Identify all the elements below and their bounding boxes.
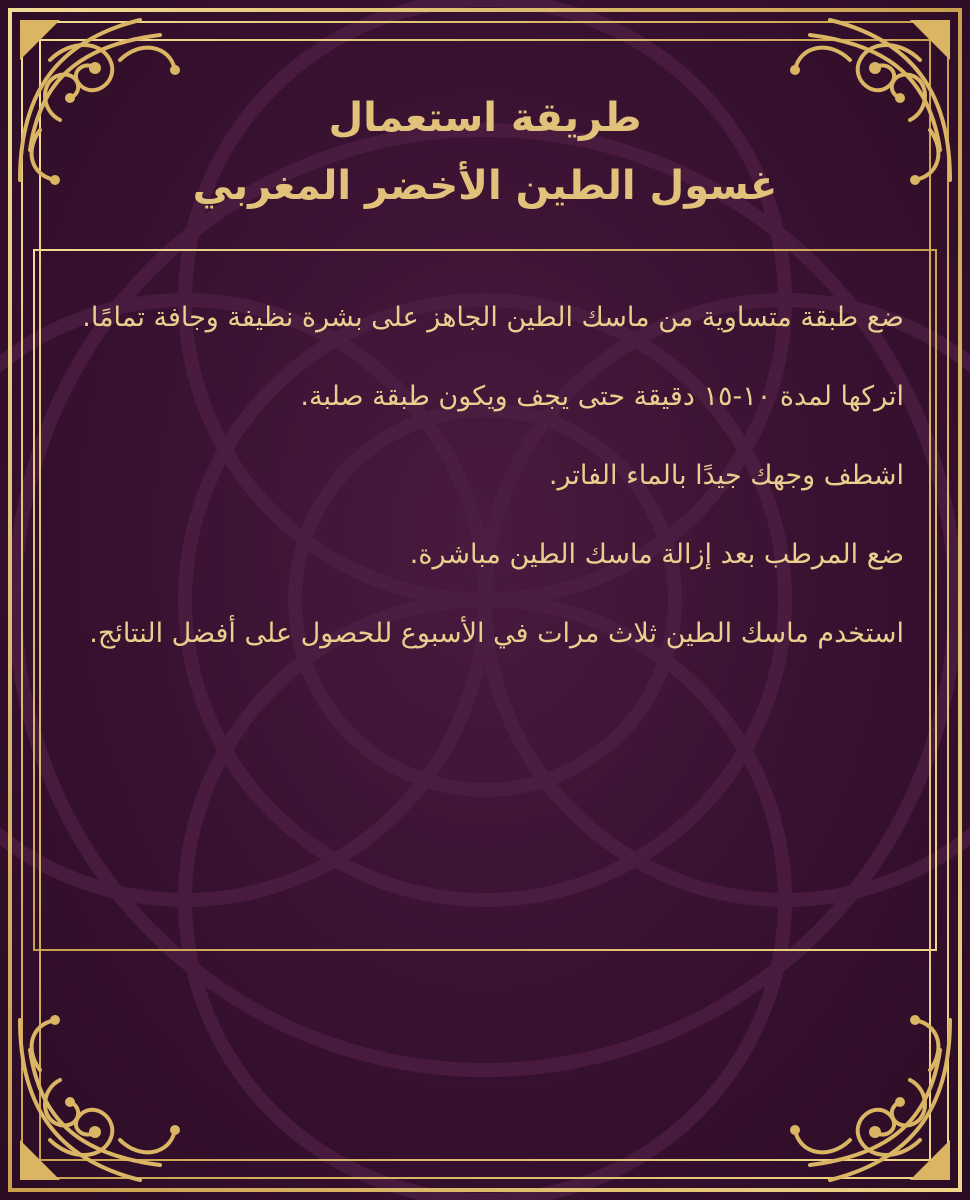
corner-ornament-icon (770, 1000, 970, 1200)
title-line-1: طريقة استعمال (328, 95, 642, 141)
page-title (100, 84, 870, 220)
instruction-step: اتركها لمدة ١٠-١٥ دقيقة حتى يجف ويكون طبقة صلبة. (300, 381, 904, 412)
title-line-2: غسول الطين الأخضر المغربي (192, 163, 778, 209)
instruction-list (74, 296, 904, 691)
instruction-step: ضع المرطب بعد إزالة ماسك الطين مباشرة. (409, 539, 904, 570)
instruction-step: ضع طبقة متساوية من ماسك الطين الجاهز على بشرة نظيفة وجافة تمامًا. (82, 302, 904, 333)
corner-ornament-icon (0, 1000, 200, 1200)
instruction-step: اشطف وجهك جيدًا بالماء الفاتر. (548, 460, 904, 491)
instruction-step: استخدم ماسك الطين ثلاث مرات في الأسبوع للحصول على أفضل النتائج. (89, 618, 904, 649)
